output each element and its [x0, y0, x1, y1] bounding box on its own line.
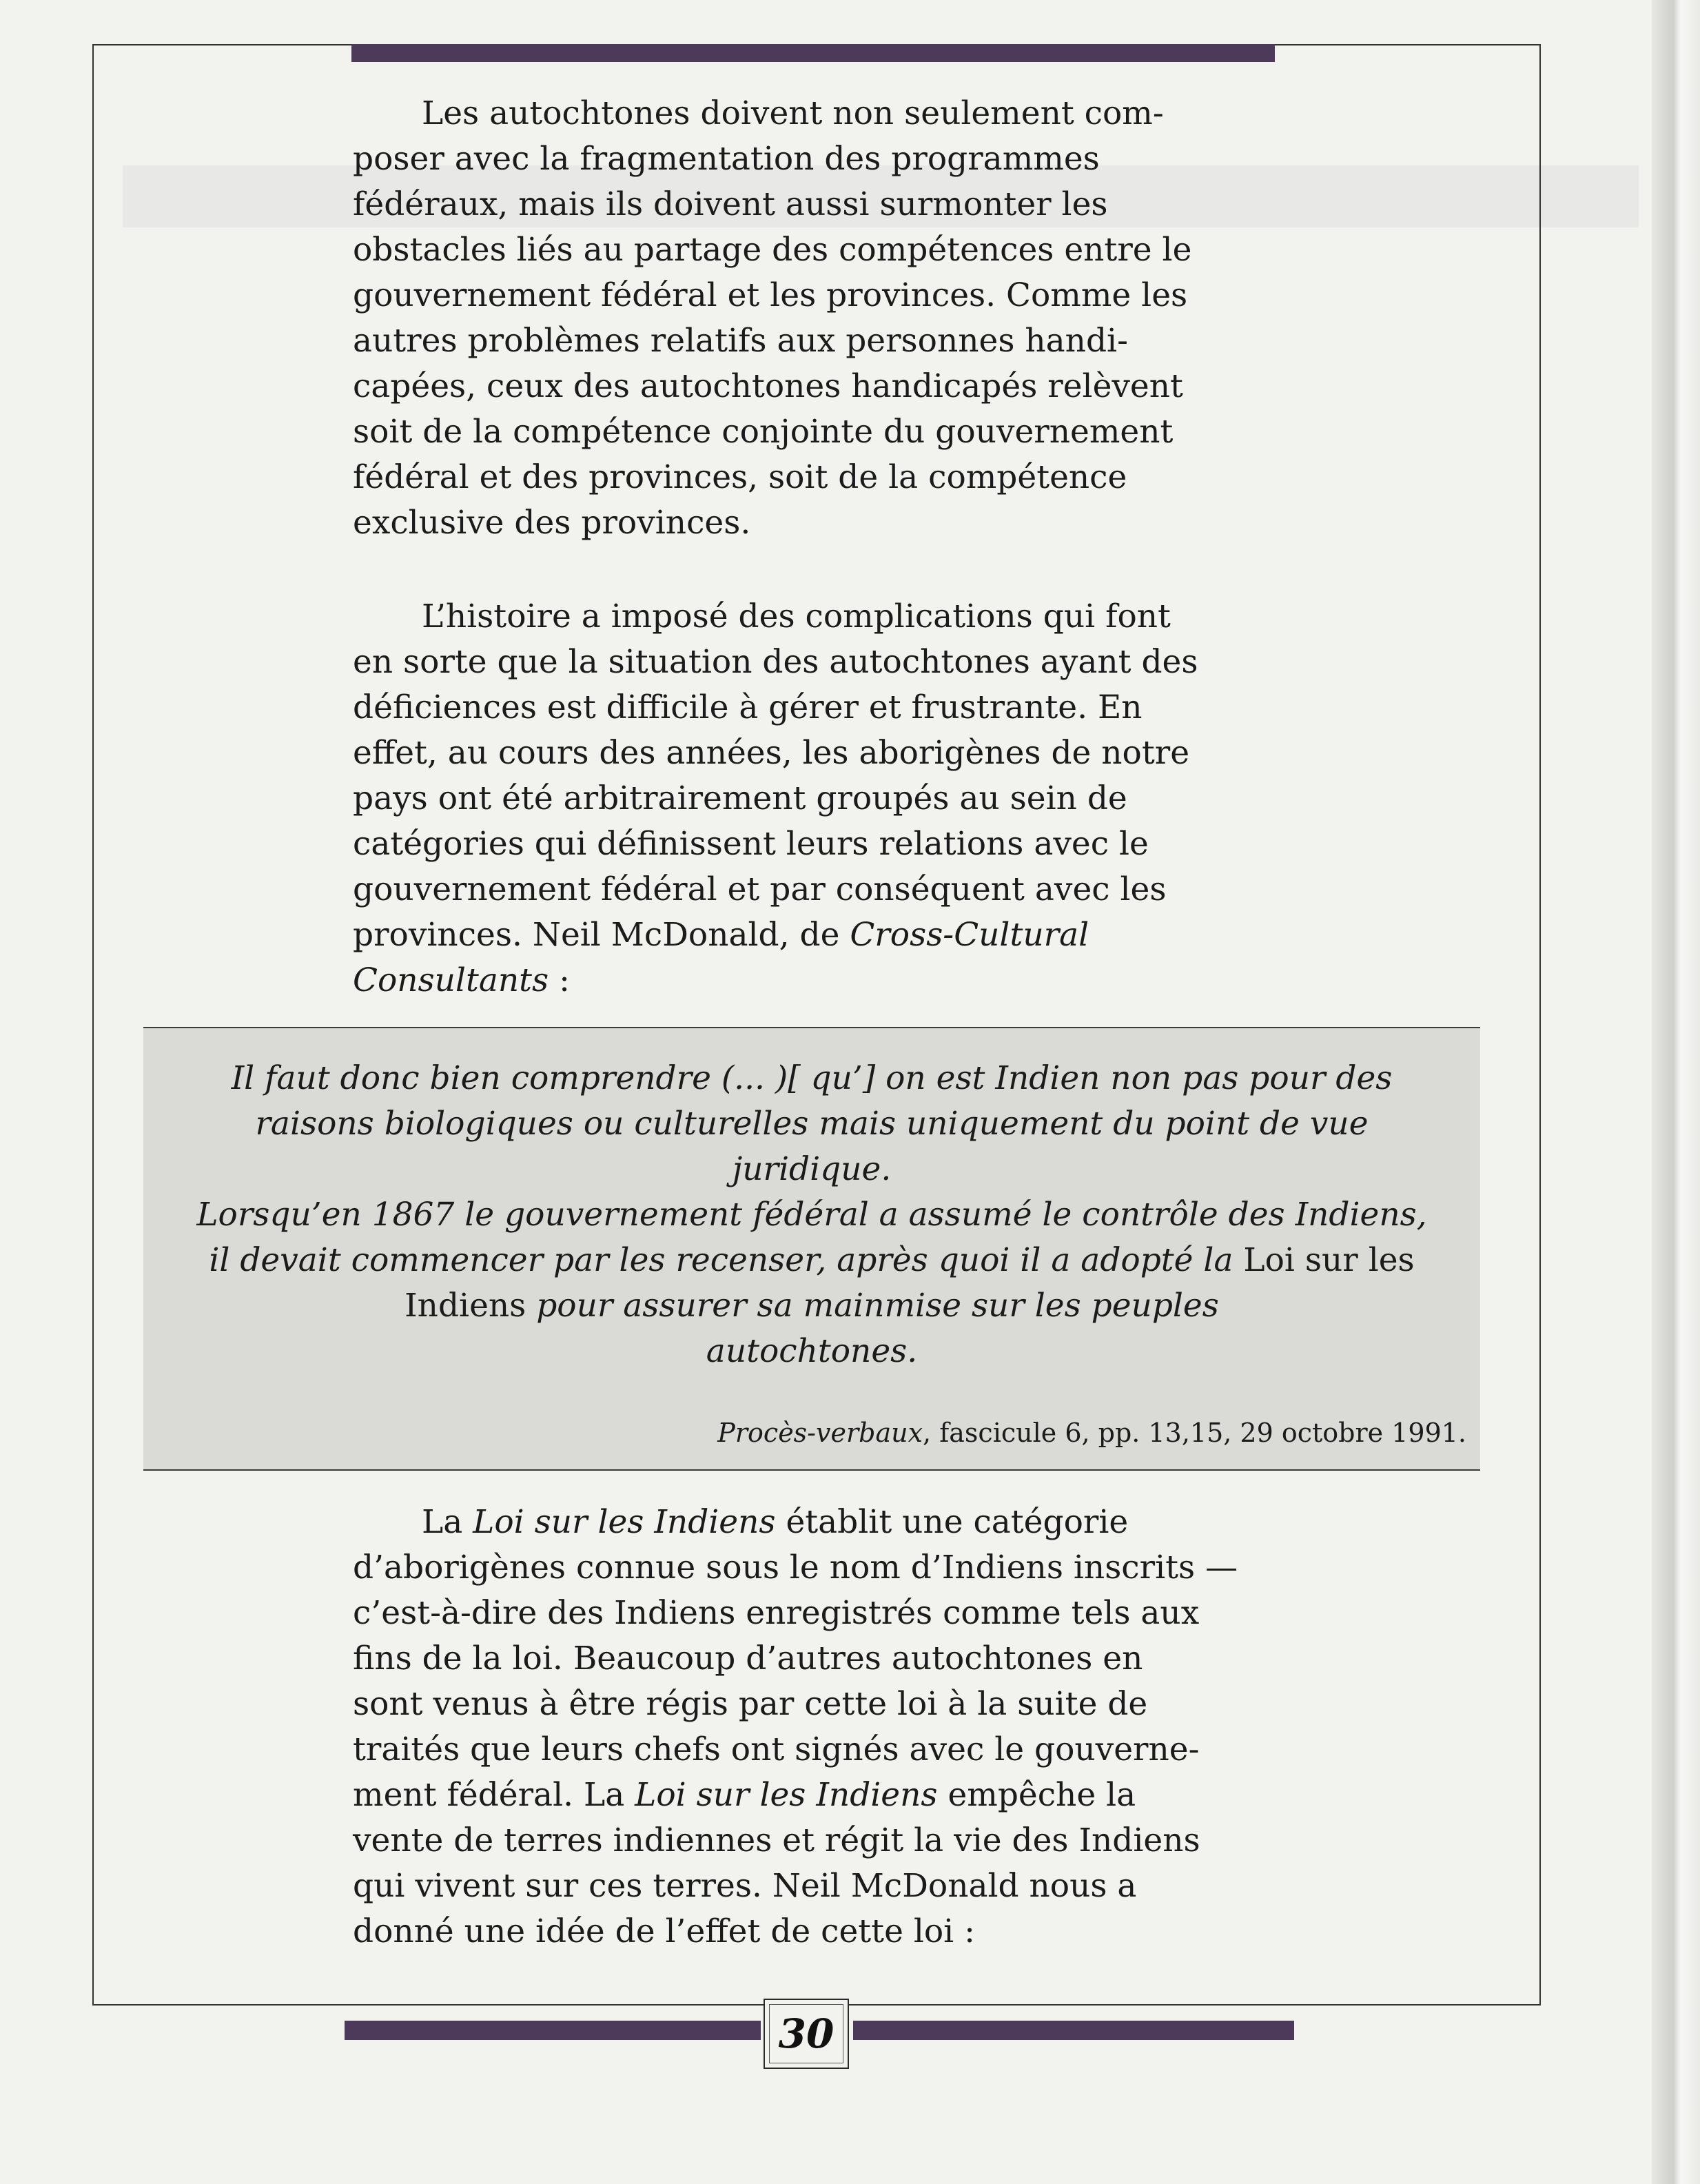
text-line: déficiences est difficile à gérer et frustrante. En	[353, 688, 1143, 726]
text-run: empêche la	[937, 1776, 1136, 1814]
text-run: :	[549, 961, 570, 999]
quote-line: juridique.	[732, 1150, 892, 1188]
text-run: établit une catégorie	[775, 1503, 1129, 1541]
text-line: pays ont été arbitrairement groupés au sein de	[353, 779, 1127, 817]
text-line: donné une idée de l’effet de cette loi :	[353, 1912, 975, 1950]
text-line	[353, 1773, 1297, 1818]
text-line: c’est-à-dire des Indiens enregistrés comme tels aux	[353, 1594, 1200, 1632]
quote-source	[717, 1416, 1466, 1450]
paragraph-2	[353, 594, 1297, 1003]
text-line: L’histoire a imposé des complications qui font	[422, 598, 1171, 635]
upright-text-run: Loi sur les	[1243, 1241, 1415, 1279]
text-line: sont venus à être régis par cette loi à la suite de	[353, 1685, 1148, 1723]
text-line: obstacles liés au partage des compétences entre le	[353, 231, 1192, 269]
bottom-decorative-bar-right	[853, 2021, 1294, 2040]
quote-line: Il faut donc bien comprendre (... )[ qu’] on est Indien non pas pour des	[231, 1059, 1393, 1097]
text-line: fins de la loi. Beaucoup d’autres autochtones en	[353, 1640, 1143, 1677]
italic-text-run: il devait commencer par les recenser, après quoi il a adopté la	[209, 1241, 1244, 1279]
text-line	[353, 1500, 1297, 1545]
text-line: d’aborigènes connue sous le nom d’Indiens inscrits —	[353, 1549, 1238, 1586]
text-line: autres problèmes relatifs aux personnes handi-	[353, 322, 1128, 360]
text-line: fédéral et des provinces, soit de la compétence	[353, 458, 1127, 496]
italic-text-run: Loi sur les Indiens	[635, 1776, 938, 1814]
text-run: La	[422, 1503, 473, 1541]
text-line	[353, 958, 1297, 1003]
text-line: poser avec la fragmentation des programmes	[353, 140, 1100, 178]
text-line: Les autochtones doivent non seulement com-	[422, 94, 1164, 132]
quote-line	[143, 1238, 1480, 1283]
text-line: gouvernement fédéral et par conséquent avec les	[353, 870, 1167, 908]
italic-text-run: Loi sur les Indiens	[473, 1503, 776, 1541]
text-line: capées, ceux des autochtones handicapés relèvent	[353, 367, 1183, 405]
source-details: , fascicule 6, pp. 13,15, 29 octobre 1991.	[923, 1418, 1466, 1448]
text-line: exclusive des provinces.	[353, 504, 751, 542]
italic-text-run: pour assurer sa mainmise sur les peuples	[536, 1287, 1219, 1325]
italic-text-run: Cross-Cultural	[850, 916, 1089, 954]
text-line: qui vivent sur ces terres. Neil McDonald nous a	[353, 1867, 1137, 1905]
text-line: effet, au cours des années, les aborigènes de notre	[353, 734, 1190, 772]
text-line	[353, 912, 1297, 958]
quotation-box	[143, 1027, 1480, 1471]
source-title: Procès-verbaux	[717, 1418, 923, 1448]
quote-line: Lorsqu’en 1867 le gouvernement fédéral a assumé le contrôle des Indiens,	[196, 1196, 1427, 1234]
text-line: gouvernement fédéral et les provinces. Comme les	[353, 276, 1188, 314]
paragraph-1	[353, 91, 1297, 546]
text-line: vente de terres indiennes et régit la vie des Indiens	[353, 1821, 1200, 1859]
text-run: ment fédéral. La	[353, 1776, 635, 1814]
quotation-text	[143, 1056, 1480, 1374]
upright-text-run: Indiens	[404, 1287, 537, 1325]
page-number-box	[764, 1999, 849, 2069]
text-line: catégories qui définissent leurs relations avec le	[353, 825, 1149, 863]
italic-text-run: Consultants	[353, 961, 549, 999]
text-line: soit de la compétence conjointe du gouvernement	[353, 413, 1174, 451]
quote-line: raisons biologiques ou culturelles mais uniquement du point de vue	[255, 1105, 1369, 1143]
page-fold-edge	[1652, 0, 1700, 2184]
paragraph-3	[353, 1500, 1297, 1955]
text-line: fédéraux, mais ils doivent aussi surmonter les	[353, 185, 1108, 223]
quote-line: autochtones.	[706, 1332, 918, 1370]
quote-line	[143, 1283, 1480, 1329]
text-line: traités que leurs chefs ont signés avec le gouverne-	[353, 1731, 1200, 1768]
top-decorative-bar	[351, 44, 1275, 62]
bottom-decorative-bar-left	[345, 2021, 761, 2040]
text-run: provinces. Neil McDonald, de	[353, 916, 850, 954]
page-number: 30	[778, 2010, 834, 2057]
text-line: en sorte que la situation des autochtones ayant des	[353, 643, 1198, 681]
